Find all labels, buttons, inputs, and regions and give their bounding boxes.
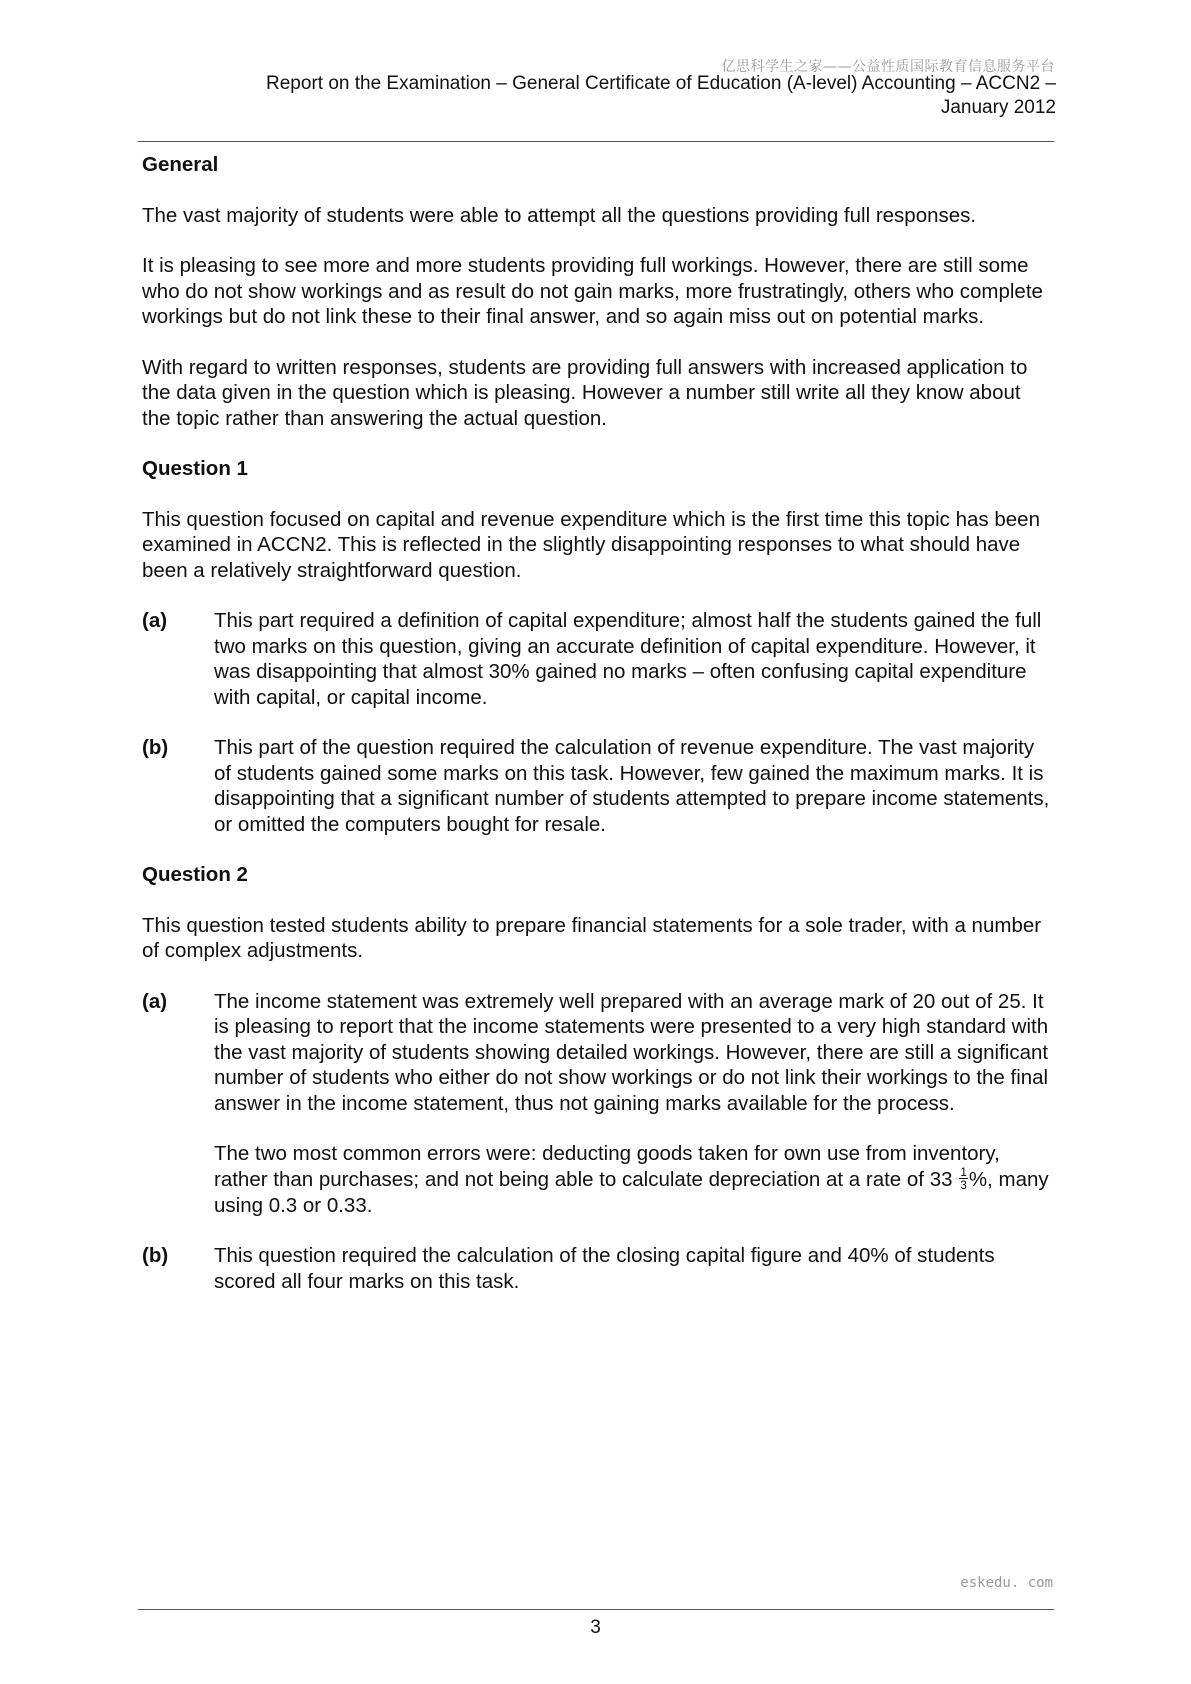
general-paragraph-3: With regard to written responses, students are providing full answers with increased application to the data given in the question which is pleasing. However a number still write all they know about the topic rather than answering the actual question. [142,355,1028,430]
question-1-part-a [142,608,1052,710]
running-header-line1: Report on the Examination – General Certificate of Education (A-level) Accounting – ACCN2 – [266,73,1056,94]
part-text: This part required a definition of capital expenditure; almost half the students gained the full two marks on this question, giving an accurate definition of capital expenditure. However, it was disappointing that almost 30% gained no marks – often confusing capital expenditure with capital, or capital income. [214,609,1042,709]
errors-text-start: The two most common errors were: deducting goods taken for own use from inventory, rather than purchases; and not being able to calculate depreciation at a rate of 33 [214,1142,1000,1191]
footer-divider [138,1609,1054,1610]
section-heading-question-2: Question 2 [142,863,248,886]
running-header [156,72,1056,120]
part-label: (b) [142,1244,169,1268]
question-1-intro: This question focused on capital and revenue expenditure which is the first time this topic has been examined in ACCN2. This is reflected in the slightly disappointing responses to what should have been a relatively straightforward question. [142,507,1040,582]
fraction-denominator: 3 [960,1177,967,1192]
fraction-numerator: 1 [960,1164,967,1179]
running-header-line2: January 2012 [940,97,1056,118]
header-divider [138,141,1054,142]
page-number: 3 [590,1617,601,1638]
fraction-one-third [959,1166,968,1191]
header-watermark: 亿思科学生之家——公益性质国际教育信息服务平台 [721,59,1055,75]
section-heading-question-1: Question 1 [142,457,248,480]
report-body [142,152,1052,1319]
part-label: (b) [142,736,169,759]
footer-watermark: eskedu. com [960,1575,1053,1591]
part-label: (a) [142,609,168,632]
part-text: This part of the question required the calculation of revenue expenditure. The vast majority of students gained some marks on this task. However, few gained the maximum marks. It is disappointing that a significant number of students attempted to prepare income statements, or omitted the computers bought for resale. [214,736,1050,836]
question-1-part-b [142,735,1052,837]
section-heading-general: General [142,153,219,176]
errors-text-end: %, many using 0.3 or 0.33. [214,1167,1049,1217]
part-text: This question required the calculation of the closing capital figure and 40% of students scored all four marks on this task. [214,1244,995,1293]
question-2-part-a [142,989,1052,1219]
question-2-intro: This question tested students ability to prepare financial statements for a sole trader, with a number of complex adjustments. [142,913,1042,962]
part-text: The income statement was extremely well prepared with an average mark of 20 out of 25. It is pleasing to report that the income statements were presented to a very high standard with the vast majority of students showing detailed workings. However, there are still a significant number of students who either do not show workings or do not link their workings to the final answer in the income statement, thus not gaining marks available for the process. [214,989,1049,1115]
part-text-errors [214,1141,1052,1218]
general-paragraph-1: The vast majority of students were able to attempt all the questions providing full responses. [142,203,977,227]
general-paragraph-2: It is pleasing to see more and more students providing full workings. However, there are still some who do not show workings and as result do not gain marks, more frustratingly, others who complete workings but do not link these to their final answer, and so again miss out on potential marks. [142,254,1043,328]
part-label: (a) [142,989,168,1013]
question-2-part-b [142,1243,1052,1294]
